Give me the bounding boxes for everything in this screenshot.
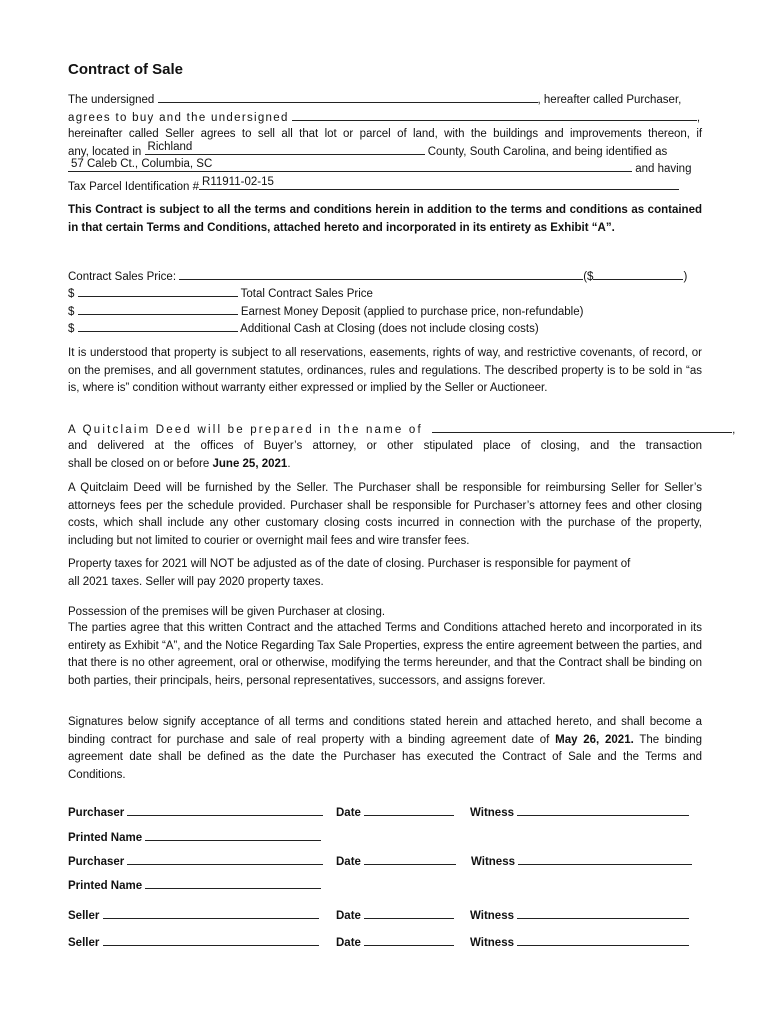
printed-name-1-field[interactable]: [145, 829, 321, 841]
agrees-text: agrees to buy and the undersigned: [68, 112, 289, 124]
dollar-sign: $: [68, 323, 75, 335]
comma: ,: [696, 112, 701, 124]
purchaser-2-signature[interactable]: [127, 853, 323, 865]
printed-name-2-row: [68, 877, 321, 892]
sales-price-words-blank[interactable]: [179, 268, 583, 280]
as-is-paragraph: It is understood that property is subject to all reservations, easements, rights of way, and restrictive covenants, of record, or on the premises, and all government statutes, ordinances, rules and regulations. The described property is to be sold in “as is, where is” condition without warranty either expressed or implied by the Seller or Auctioneer.: [68, 347, 702, 395]
total-price-line: [68, 285, 702, 302]
purchaser-2-row: [68, 853, 323, 868]
seller-1-date-row: [336, 907, 454, 922]
tax-parcel-field[interactable]: [199, 178, 679, 190]
earnest-money-line: [68, 303, 702, 320]
deed-name-blank[interactable]: [432, 421, 732, 433]
intro-line-5: [68, 160, 702, 177]
intro-line-2: [68, 109, 702, 126]
contract-sales-price-line: [68, 268, 702, 285]
date-label: Date: [336, 910, 361, 922]
taxes-line-1: Property taxes for 2021 will NOT be adjusted as of the date of closing. Purchaser is responsible for payment of: [68, 558, 631, 570]
sales-price-label: Contract Sales Price:: [68, 271, 177, 283]
purchaser-1-row: [68, 804, 323, 819]
period: .: [287, 458, 291, 470]
printed-name-label: Printed Name: [68, 832, 143, 844]
exhibit-clause: This Contract is subject to all the terms and conditions herein in addition to the terms and conditions as contained in that certain Terms and Conditions, attached hereto and incorporated in its entirety as Exhibit “A”.: [68, 204, 702, 234]
purchaser-1-witness-row: [470, 804, 689, 819]
printed-name-2-field[interactable]: [145, 877, 321, 889]
possession-line: Possession of the premises will be given Purchaser at closing.: [68, 606, 386, 618]
binding-agreement-date: May 26, 2021.: [555, 733, 634, 746]
signatures-text: Signatures below signify acceptance of all terms and conditions stated herein and attached hereto, and shall become a binding contract for purchase and sale of real property with a binding agreement date of: [68, 716, 702, 746]
intro-line-3: hereinafter called Seller agrees to sell all that lot or parcel of land, with the buildings and improvements thereon, if: [68, 128, 702, 140]
and-having-text: and having: [635, 163, 692, 175]
purchaser-1-signature[interactable]: [127, 804, 323, 816]
printed-name-label: Printed Name: [68, 880, 143, 892]
seller-name-blank[interactable]: [292, 109, 697, 121]
deed-prepared-text: A Quitclaim Deed will be prepared in the name of: [68, 424, 423, 436]
purchaser-2-date-row: [336, 853, 456, 868]
date-label: Date: [336, 937, 361, 949]
binding-definition-text: The binding agreement date shall be defined as the date the Purchaser has executed the Contract of Sale and the Terms and Conditions.: [68, 733, 702, 781]
total-price-label: Total Contract Sales Price: [240, 288, 373, 300]
total-price-blank[interactable]: [78, 285, 238, 297]
witness-label: Witness: [470, 937, 514, 949]
intro-line-6: [68, 178, 702, 195]
address-value: 57 Caleb Ct., Columbia, SC: [71, 158, 213, 170]
purchaser-1-date[interactable]: [364, 804, 454, 816]
seller-1-row: [68, 907, 319, 922]
purchaser-label: Purchaser: [68, 807, 125, 819]
seller-2-witness-row: [470, 934, 689, 949]
dollar-sign: $: [68, 306, 75, 318]
county-value: Richland: [147, 141, 193, 153]
additional-cash-label: Additional Cash at Closing (does not include closing costs): [240, 323, 539, 335]
county-text: County, South Carolina, and being identified as: [427, 146, 668, 158]
printed-name-1-row: [68, 829, 321, 844]
earnest-money-blank[interactable]: [78, 303, 238, 315]
address-field[interactable]: [68, 160, 632, 172]
seller-label: Seller: [68, 910, 100, 922]
seller-2-signature[interactable]: [103, 934, 319, 946]
signatures-paragraph: [68, 714, 702, 784]
paren-open: ($: [583, 271, 594, 283]
witness-label: Witness: [470, 910, 514, 922]
deed-line-3: [68, 456, 702, 472]
tax-parcel-label: Tax Parcel Identification #: [68, 181, 200, 193]
seller-2-row: [68, 934, 319, 949]
entire-agreement-paragraph: The parties agree that this written Contract and the attached Terms and Conditions attached hereto and incorporated in its entirety as Exhibit “A”, and the Notice Regarding Tax Sale Properties, express the entire agreement between the parties, and that there is no other agreement, oral or otherwise, modifying the terms hereunder, and that the Contract shall be binding on both parties, their principals, heirs, personal representatives, successors, and assigns forever.: [68, 622, 702, 687]
intro-line-1: [68, 91, 702, 108]
seller-1-witness[interactable]: [517, 907, 689, 919]
page-title: Contract of Sale: [68, 61, 184, 78]
deed-furnished-paragraph: A Quitclaim Deed will be furnished by the Seller. The Purchaser shall be responsible for reimbursing Seller for Seller’s attorneys fees per the schedule provided. Purchaser shall be responsible for Purchaser’s attorney fees and other closing costs, which shall include any other customary closing costs incurred in connection with the purchase of the property, including but not limited to courier or overnight mail fees and wire transfer fees.: [68, 482, 702, 547]
seller-1-date[interactable]: [364, 907, 454, 919]
seller-2-date[interactable]: [364, 934, 454, 946]
seller-2-date-row: [336, 934, 454, 949]
additional-cash-blank[interactable]: [78, 320, 238, 332]
purchaser-1-witness[interactable]: [517, 804, 689, 816]
county-field[interactable]: [145, 143, 425, 155]
comma: ,: [732, 424, 736, 436]
purchaser-label: Purchaser: [68, 856, 125, 868]
closing-date: June 25, 2021: [212, 458, 288, 470]
sales-price-amount-blank[interactable]: [593, 268, 683, 280]
paren-close: ): [683, 271, 688, 283]
purchaser-1-date-row: [336, 804, 454, 819]
deed-line-2: and delivered at the offices of Buyer’s attorney, or other stipulated place of closing, and the transaction: [68, 440, 702, 452]
additional-cash-line: [68, 320, 702, 337]
purchaser-2-date[interactable]: [364, 853, 456, 865]
closed-before-text: shall be closed on or before: [68, 458, 210, 470]
witness-label: Witness: [470, 807, 514, 819]
located-in-text: any, located in: [68, 146, 142, 158]
seller-1-signature[interactable]: [103, 907, 319, 919]
witness-label: Witness: [471, 856, 515, 868]
seller-label: Seller: [68, 937, 100, 949]
seller-2-witness[interactable]: [517, 934, 689, 946]
date-label: Date: [336, 856, 361, 868]
purchaser-2-witness[interactable]: [518, 853, 692, 865]
tax-parcel-value: R11911-02-15: [202, 176, 274, 188]
deed-line-1: [68, 421, 736, 438]
purchaser-name-blank[interactable]: [158, 91, 538, 103]
dollar-sign: $: [68, 288, 75, 300]
earnest-money-label: Earnest Money Deposit (applied to purchase price, non-refundable): [240, 306, 584, 318]
hereafter-purchaser-text: , hereafter called Purchaser,: [537, 94, 682, 106]
undersigned-label: The undersigned: [68, 94, 155, 106]
seller-1-witness-row: [470, 907, 689, 922]
taxes-line-2: all 2021 taxes. Seller will pay 2020 property taxes.: [68, 576, 324, 588]
date-label: Date: [336, 807, 361, 819]
purchaser-2-witness-row: [471, 853, 692, 868]
